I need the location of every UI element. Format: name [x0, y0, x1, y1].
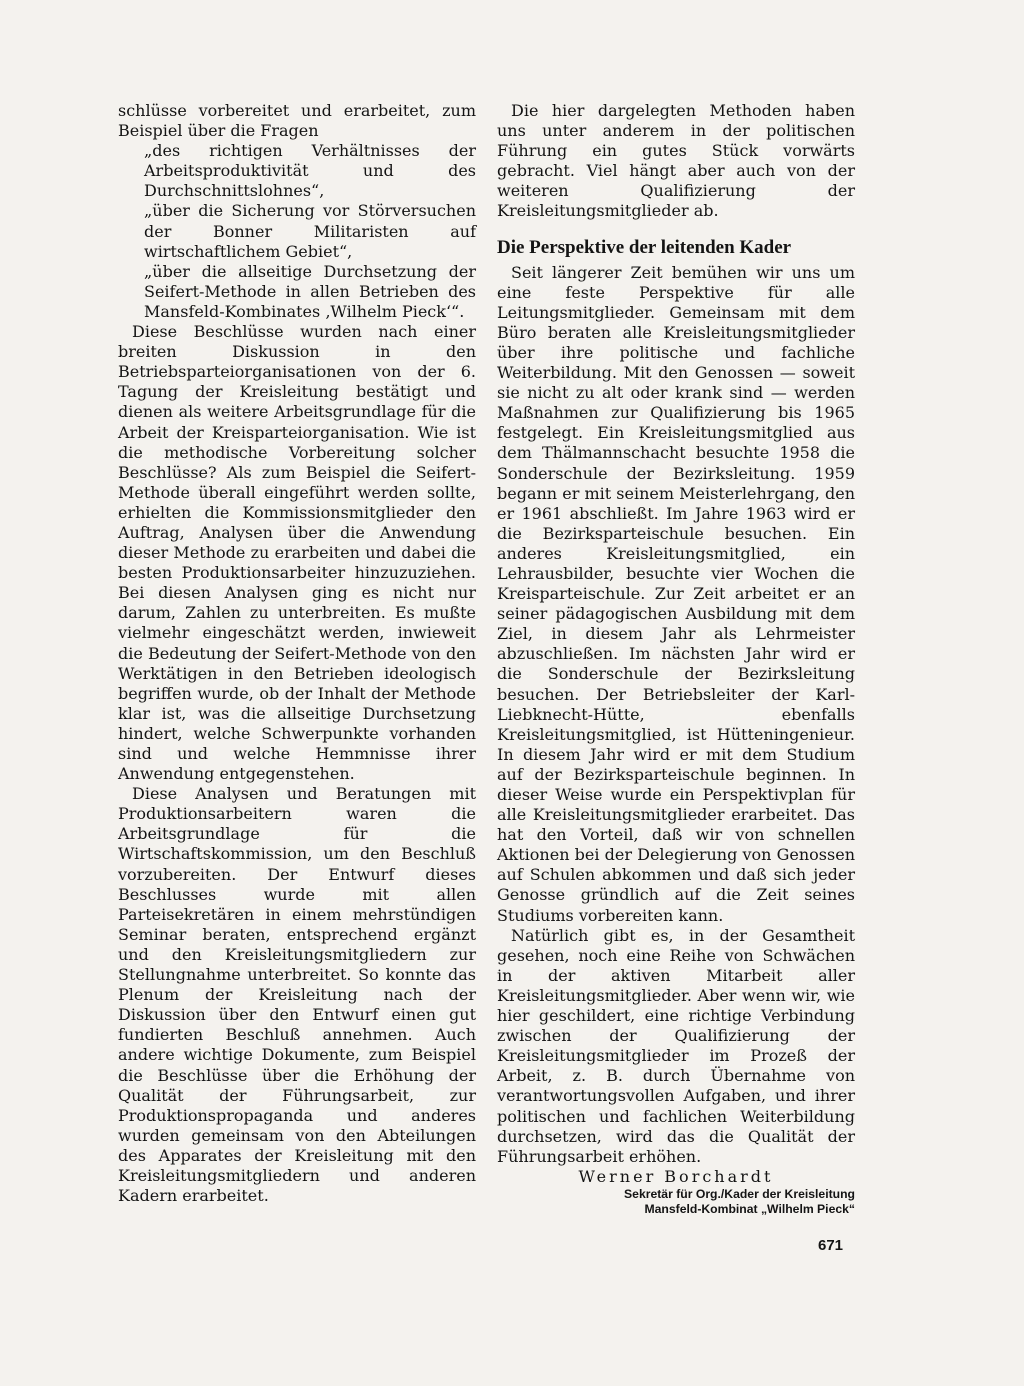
quote-item-3: „über die allseitige Durchsetzung der Seifert-Methode in allen Betrieben des Mansfeld-Kombinates ‚Wilhelm Pieck‘“. [144, 261, 476, 321]
author-name: Werner Borchardt [578, 1166, 774, 1186]
left-column [118, 101, 476, 1206]
page-number: 671 [818, 1237, 844, 1254]
paragraph-methoden: Die hier dargelegten Methoden haben uns unter anderem in der politischen Führung ein gutes Stück vorwärts gebracht. Viel hängt aber auch von der weiteren Qualifizierung der Kreisleitungsmitglieder ab. [497, 101, 855, 221]
paragraph-perspektive: Seit längerer Zeit bemühen wir uns um eine feste Perspektive für alle Leitungsmitglieder. Gemeinsam mit dem Büro beraten alle Kreisleitungsmitglieder über ihre politische und fachliche Weiterbildung. Mit den Genossen — soweit sie nicht zu alt oder krank sind — werden Maßnahmen zur Qualifizierung bis 1965 festgelegt. Ein Kreisleitungsmitglied aus dem Thälmannschacht besuchte 1958 die Sonderschule der Bezirksleitung. 1959 begann er mit seinem Meisterlehrgang, den er 1961 abschließt. Im Jahre 1963 wird er die Bezirksparteischule besuchen. Ein anderes Kreisleitungsmitglied, ein Lehrausbilder, besuchte vier Wochen die Kreisparteischule. Zur Zeit arbeitet er an seiner pädagogischen Ausbildung mit dem Ziel, in diesem Jahr als Lehrmeister abzuschließen. Im nächsten Jahr wird er die Sonderschule der Bezirksleitung besuchen. Der Betriebsleiter der Karl-Liebknecht-Hütte, ebenfalls Kreisleitungsmitglied, ist Hütteningenieur. In diesem Jahr wird er mit dem Studium auf der Bezirksparteischule beginnen. In dieser Weise wurde ein Perspektivplan für alle Kreisleitungsmitglieder erarbeitet. Das hat den Vorteil, daß wir von schnellen Aktionen bei der Delegierung von Genossen auf Schulen abkommen und daß sich jeder Genosse gründlich auf die Zeit seines Studiums vorbereiten kann. [497, 262, 855, 925]
author-role-line-2: Mansfeld-Kombinat „Wilhelm Pieck“ [644, 1201, 855, 1216]
paragraph-schwaechen: Natürlich gibt es, in der Gesamtheit gesehen, noch eine Reihe von Schwächen in der aktiven Mitarbeit aller Kreisleitungsmitglieder. Aber wenn wir, wie hier geschildert, eine richtige Verbindung zwischen der Qualifizierung der Kreisleitungsmitglieder im Prozeß der Arbeit, z. B. durch Übernahme von verantwortungsvollen Aufgaben, und ihrer politischen und fachlichen Weiterbildung durchsetzen, wird das die Qualität der Führungsarbeit erhöhen. [497, 925, 855, 1166]
paragraph-continuation: schlüsse vorbereitet und erarbeitet, zum Beispiel über die Fragen [118, 101, 476, 141]
section-heading: Die Perspektive der leitenden Kader [497, 236, 792, 258]
quote-item-2: „über die Sicherung vor Störversuchen der Bonner Militaristen auf wirtschaftlichem Gebiet“, [144, 201, 476, 261]
paragraph-analysen: Diese Analysen und Beratungen mit Produktionsarbeitern waren die Arbeitsgrundlage für die Wirtschaftskommission, um den Beschluß vorzubereiten. Der Entwurf dieses Beschlusses wurde mit allen Parteisekretären in einem mehrstündigen Seminar beraten, entsprechend ergänzt und den Kreisleitungsmitgliedern zur Stellungnahme unterbreitet. So konnte das Plenum der Kreisleitung nach der Diskussion über den Entwurf einen gut fundierten Beschluß annehmen. Auch andere wichtige Dokumente, zum Beispiel die Beschlüsse über die Erhöhung der Qualität der Führungsarbeit, zur Produktionspropaganda und anderes wurden gemeinsam von den Abteilungen des Apparates der Kreisleitung mit den Kreisleitungsmitgliedern und anderen Kadern erarbeitet. [118, 784, 476, 1206]
quote-item-1: „des richtigen Verhältnisses der Arbeitsproduktivität und des Durchschnittslohnes“, [144, 141, 476, 201]
paragraph-beschluesse: Diese Beschlüsse wurden nach einer breiten Diskussion in den Betriebsparteiorganisationen von der 6. Tagung der Kreisleitung bestätigt und dienen als weitere Arbeitsgrundlage für die Arbeit der Kreisparteiorganisation. Wie ist die methodische Vorbereitung solcher Beschlüsse? Als zum Beispiel die Seifert-Methode überall eingeführt werden sollte, erhielten die Kommissionsmitglieder den Auftrag, Analysen über die Anwendung dieser Methode zu erarbeiten und dabei die besten Produktionsarbeiter hinzuzuziehen. Bei diesen Analysen ging es nicht nur darum, Zahlen zu unterbreiten. Es mußte vielmehr eingeschätzt werden, inwieweit die Bedeutung der Seifert-Methode von den Werktätigen in den Betrieben ideologisch begriffen wurde, ob der Inhalt der Methode klar ist, was die allseitige Durchsetzung hindert, welche Schwerpunkte vorhanden sind und welche Hemmnisse ihrer Anwendung entgegenstehen. [118, 322, 476, 784]
author-role-line-1: Sekretär für Org./Kader der Kreisleitung [624, 1186, 855, 1201]
right-column [497, 101, 855, 1217]
